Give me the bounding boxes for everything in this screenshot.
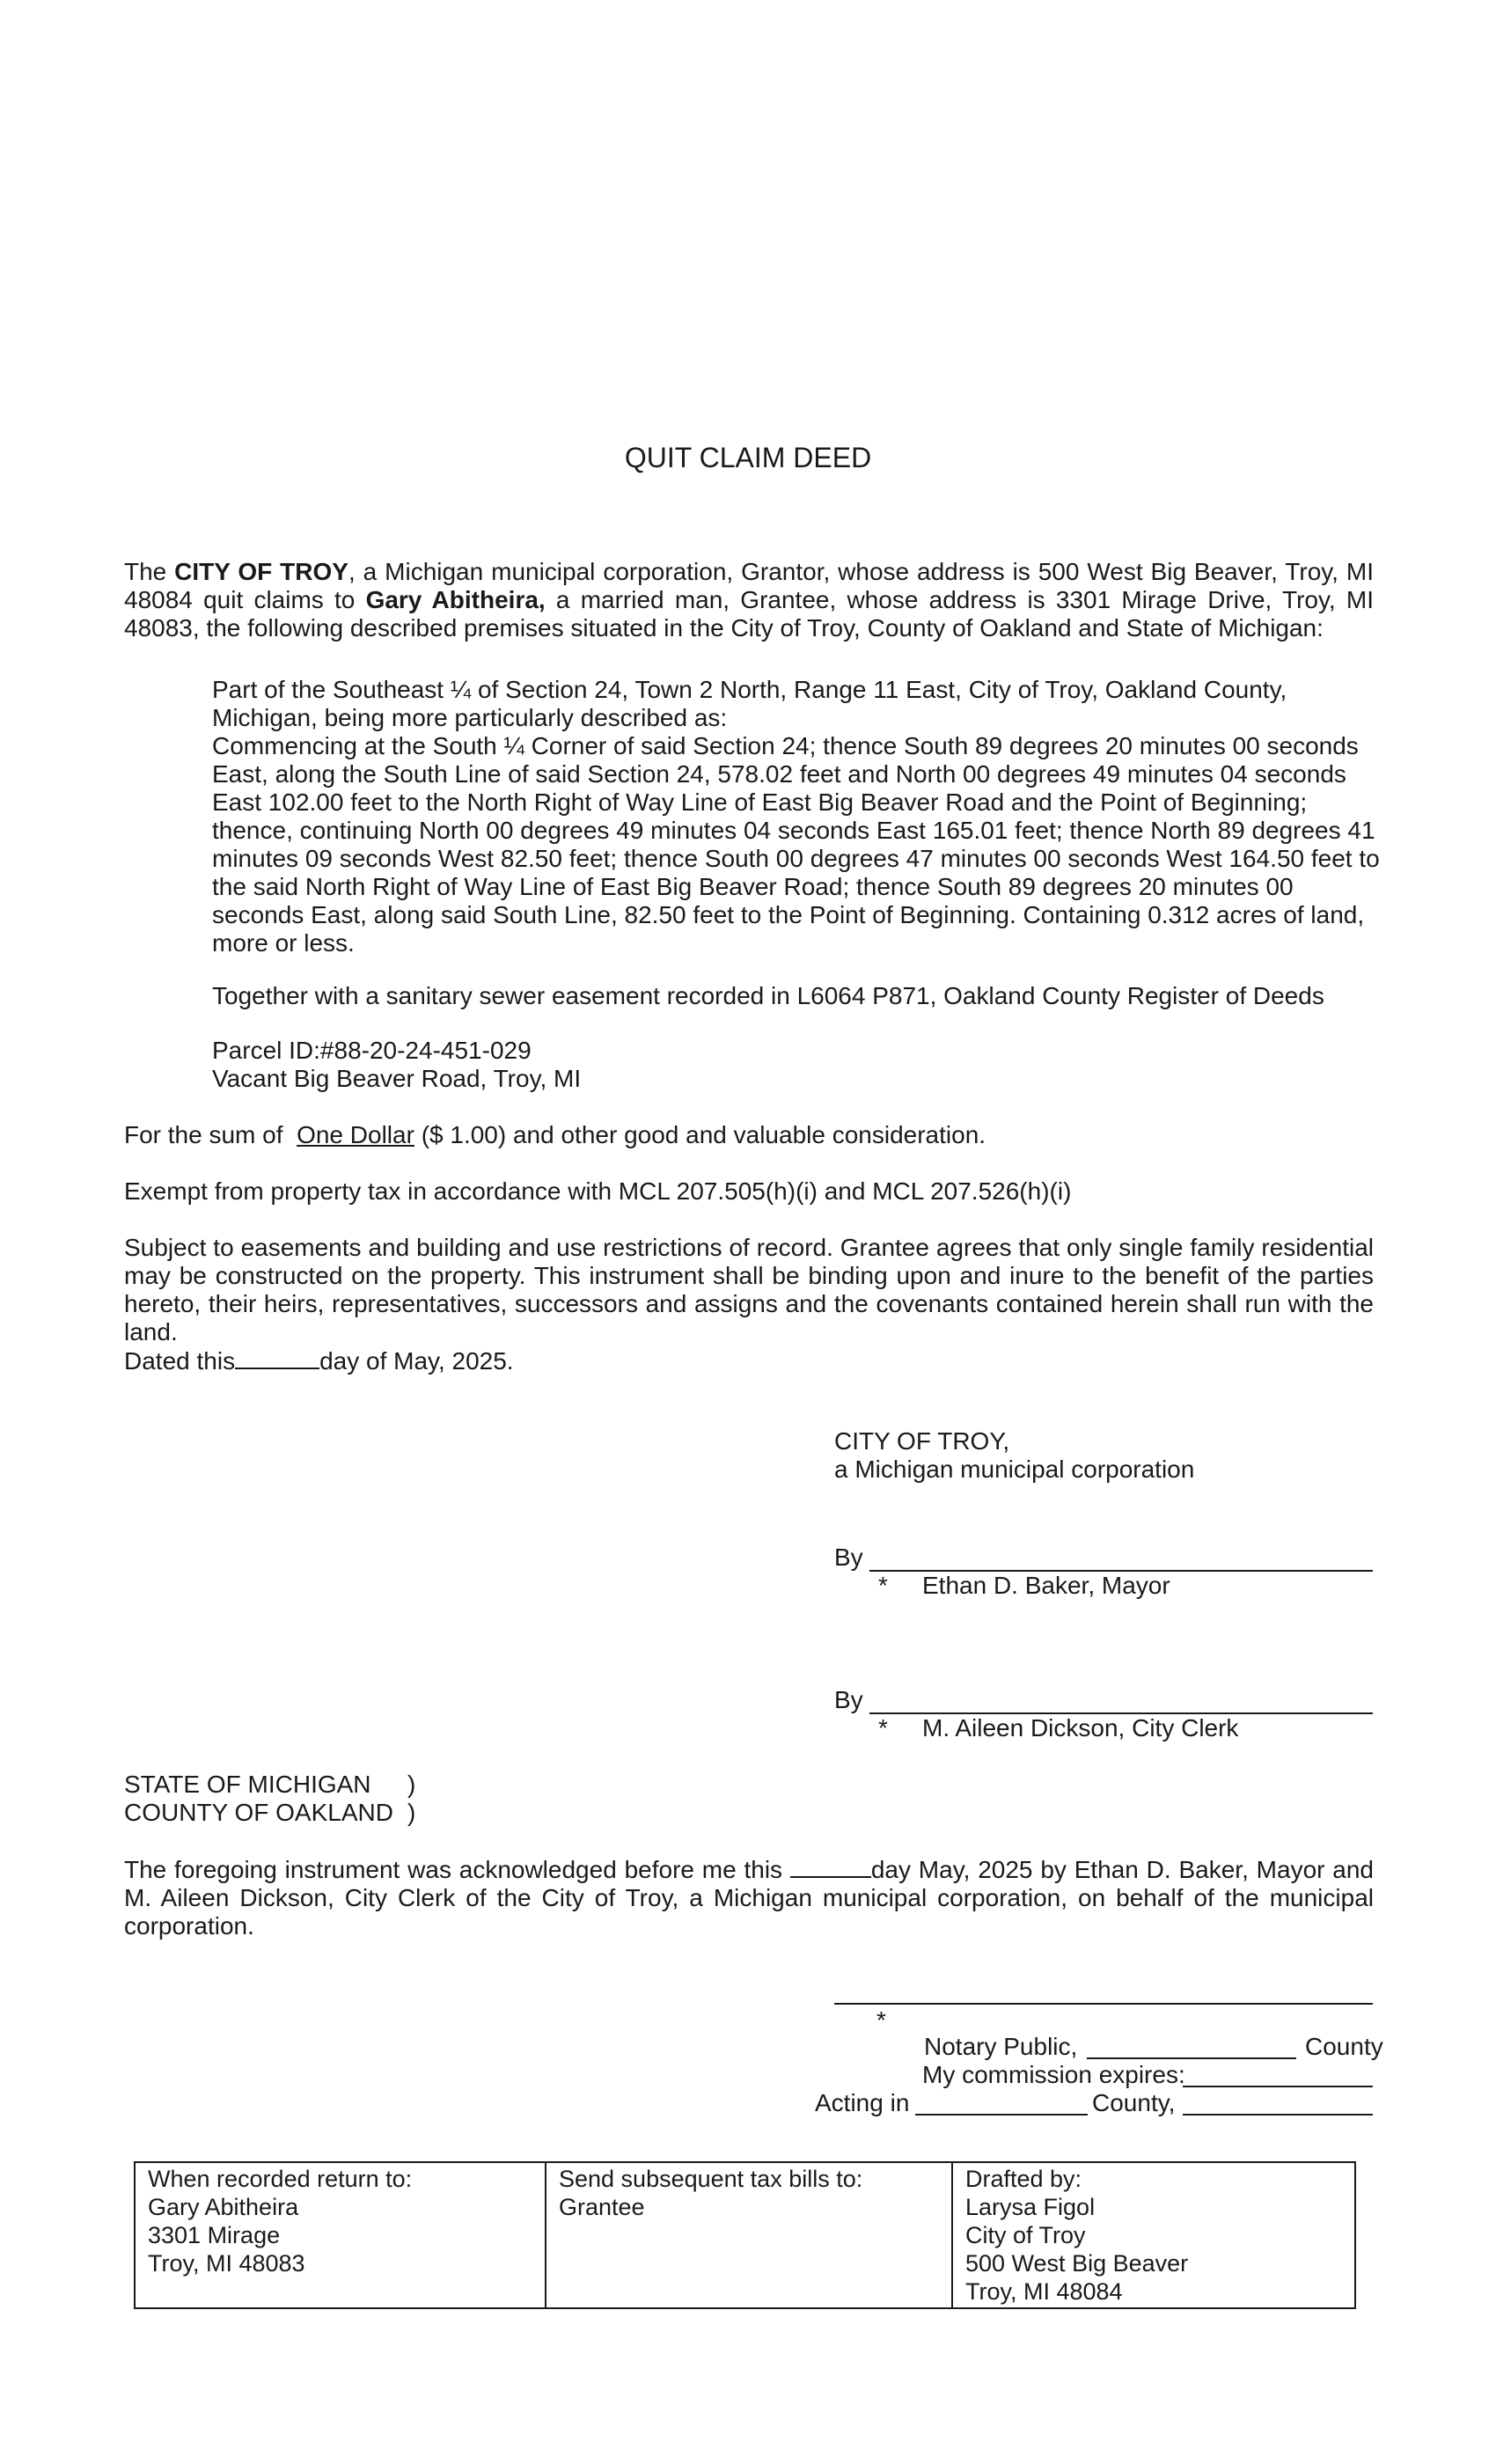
- restrictions-paragraph: Subject to easements and building and use restrictions of record. Grantee agrees that only single family residential may be constructed on the property. This instrument shall be binding upon and inure to the benefit of the parties hereto, their heirs, representatives, successors and assigns and the covenants contained herein shall run with the land.: [124, 1234, 1374, 1346]
- entity-name: CITY OF TROY,: [834, 1427, 1010, 1455]
- intro-post: a married man, Grantee, whose address is 3301 Mirage Drive, Troy, MI 48083, the following described premises situated in the City of Troy, County of Oakland and State of Michigan:: [124, 586, 1374, 642]
- consideration-pre: For the sum of: [124, 1121, 297, 1148]
- recording-info-table: [134, 2161, 1356, 2309]
- legal-line: the said North Right of Way Line of East Big Beaver Road; thence South 89 degrees 20 minutes 00: [212, 873, 1294, 900]
- legal-line: seconds East, along said South Line, 82.50 feet to the Point of Beginning. Containing 0.312 acres of land,: [212, 901, 1365, 928]
- legal-line: more or less.: [212, 929, 355, 957]
- tax-exemption: Exempt from property tax in accordance with MCL 207.505(h)(i) and MCL 207.526(h)(i): [124, 1177, 1072, 1205]
- notary-county-line: [1087, 2057, 1296, 2059]
- acknowledgment-paragraph: [124, 1855, 1374, 1940]
- grantee-name: Gary Abitheira,: [365, 586, 546, 613]
- dated-line: [124, 1346, 1374, 1375]
- signatory-entity: [834, 1427, 1194, 1484]
- by-label-1: By: [834, 1544, 863, 1571]
- asterisk-2: *: [878, 1714, 888, 1742]
- ack-pre: The foregoing instrument was acknowledged before me this: [124, 1856, 790, 1883]
- dated-post: day of May, 2025.: [319, 1347, 514, 1375]
- legal-line: Commencing at the South ¼ Corner of said Section 24; thence South 89 degrees 20 minutes 00 seconds: [212, 732, 1359, 759]
- tax-bills-heading: Send subsequent tax bills to:: [559, 2166, 863, 2192]
- legal-line: East 102.00 feet to the North Right of Way Line of East Big Beaver Road and the Point of Beginning;: [212, 788, 1308, 816]
- notary-signature-line: [834, 2003, 1373, 2005]
- return-to-cell: [135, 2162, 546, 2308]
- date-blank: [235, 1346, 319, 1369]
- notary-county-label: County: [1305, 2033, 1383, 2060]
- consideration-text: [124, 1121, 1374, 1149]
- entity-description: a Michigan municipal corporation: [834, 1456, 1195, 1483]
- legal-line: thence, continuing North 00 degrees 49 minutes 04 seconds East 165.01 feet; thence North 89 degrees 41: [212, 817, 1375, 844]
- tax-bills-recipient: Grantee: [559, 2194, 645, 2220]
- venue-paren-1: ): [407, 1771, 416, 1798]
- acting-in-label: Acting in: [815, 2089, 910, 2116]
- drafted-by-org: City of Troy: [965, 2222, 1086, 2248]
- legal-line: Michigan, being more particularly described as:: [212, 704, 728, 731]
- asterisk-1: *: [878, 1572, 888, 1599]
- signer-mayor: Ethan D. Baker, Mayor: [922, 1572, 1170, 1599]
- acting-in-line: [915, 2114, 1088, 2116]
- consideration-amount: One Dollar: [297, 1121, 414, 1148]
- ack-date-blank: [790, 1855, 871, 1878]
- intro-pre: The: [124, 558, 175, 585]
- legal-line: minutes 09 seconds West 82.50 feet; thence South 00 degrees 47 minutes 00 seconds West 164.50 feet to: [212, 845, 1380, 872]
- return-to-street: 3301 Mirage: [148, 2222, 281, 2248]
- legal-line: Part of the Southeast ¼ of Section 24, Town 2 North, Range 11 East, City of Troy, Oakland County,: [212, 676, 1287, 703]
- document-title: QUIT CLAIM DEED: [624, 442, 872, 473]
- intro-mid: , a Michigan municipal corporation, Grantor, whose address is 500 West Big Beaver, Troy, MI 48084 quit claims to: [124, 558, 1374, 613]
- drafted-by-cell: [952, 2162, 1355, 2308]
- legal-description: [212, 676, 1380, 957]
- parcel-id: Parcel ID:#88-20-24-451-029: [212, 1037, 532, 1064]
- notary-public-label: Notary Public,: [924, 2033, 1078, 2060]
- return-to-city: Troy, MI 48083: [148, 2250, 305, 2277]
- drafted-by-name: Larysa Figol: [965, 2194, 1096, 2220]
- tax-bills-cell: [546, 2162, 952, 2308]
- acting-county-label: County,: [1092, 2089, 1176, 2116]
- return-to-heading: When recorded return to:: [148, 2166, 413, 2192]
- signer-clerk: M. Aileen Dickson, City Clerk: [922, 1714, 1239, 1742]
- parcel-block: [212, 1037, 1374, 1093]
- dated-pre: Dated this: [124, 1347, 236, 1375]
- ack-post: day May, 2025 by Ethan D. Baker, Mayor and M. Aileen Dickson, City Clerk of the City of Troy, a Michigan municipal corporation, on behalf of the municipal corporation.: [124, 1856, 1374, 1940]
- return-to-name: Gary Abitheira: [148, 2194, 299, 2220]
- easement-text: Together with a sanitary sewer easement recorded in L6064 P871, Oakland County Register of Deeds: [212, 982, 1324, 1009]
- notary-asterisk: *: [876, 2006, 886, 2034]
- commission-label: My commission expires:: [922, 2061, 1185, 2088]
- by-label-2: By: [834, 1686, 863, 1713]
- grantor-name: CITY OF TROY: [174, 558, 348, 585]
- drafted-by-street: 500 West Big Beaver: [965, 2250, 1189, 2277]
- venue-state: STATE OF MICHIGAN: [124, 1771, 371, 1798]
- legal-line: East, along the South Line of said Section 24, 578.02 feet and North 00 degrees 49 minutes 04 seconds: [212, 760, 1346, 788]
- drafted-by-city: Troy, MI 48084: [965, 2278, 1123, 2305]
- drafted-by-heading: Drafted by:: [965, 2166, 1082, 2192]
- parcel-address: Vacant Big Beaver Road, Troy, MI: [212, 1065, 582, 1092]
- commission-line: [1183, 2086, 1373, 2087]
- consideration-post: ($ 1.00) and other good and valuable consideration.: [414, 1121, 986, 1148]
- venue-paren-2: ): [407, 1799, 416, 1826]
- venue-county: COUNTY OF OAKLAND: [124, 1799, 393, 1826]
- acting-county-line: [1183, 2114, 1373, 2116]
- intro-paragraph: [124, 558, 1374, 642]
